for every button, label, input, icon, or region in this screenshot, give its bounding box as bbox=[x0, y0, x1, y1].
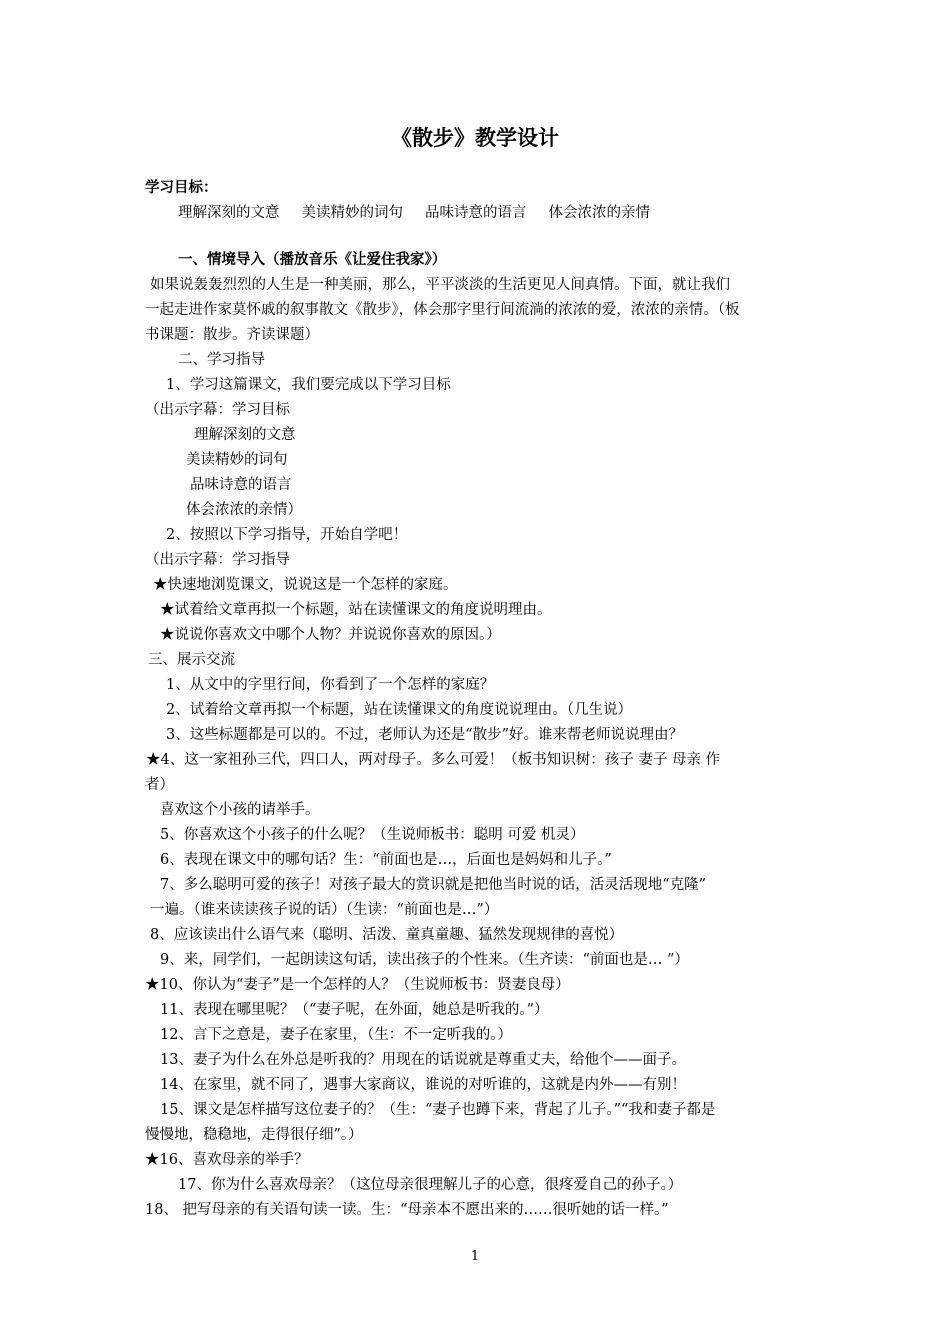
paragraph-line: 1、从文中的字里行间，你看到了一个怎样的家庭？ bbox=[166, 677, 495, 693]
paragraph-line: 如果说轰轰烈烈的人生是一种美丽，那么，平平淡淡的生活更见人间真情。下面，就让我们 bbox=[150, 277, 730, 293]
paragraph-line: 15、课文是怎样描写这位妻子的？（生：“妻子也蹲下来，背起了儿子。”“我和妻子都是 bbox=[160, 1102, 716, 1118]
paragraph-line: 2、按照以下学习指导，开始自学吧！ bbox=[166, 527, 408, 543]
paragraph-line: 8、应该读出什么语气来（聪明、活泼、童真童趣、猛然发现规律的喜悦） bbox=[150, 927, 624, 943]
paragraph-line: ★16、喜欢母亲的举手？ bbox=[145, 1152, 309, 1168]
paragraph-line: 9、来，同学们，一起朗读这句话，读出孩子的个性来。（生齐读：“前面也是… ”） bbox=[160, 952, 689, 968]
section-heading: 一、情境导入（播放音乐《让爱住我家》） bbox=[178, 251, 447, 268]
paragraph-line: 理解深刻的文意 bbox=[194, 427, 296, 443]
page-number: 1 bbox=[470, 1249, 480, 1264]
paragraph-line: ★10、你认为“妻子”是一个怎样的人？（生说师板书：贤妻良母） bbox=[145, 977, 570, 993]
goals-row bbox=[178, 203, 672, 223]
paragraph-line: ★快速地浏览课文，说说这是一个怎样的家庭。 bbox=[153, 577, 458, 593]
paragraph-line: 美读精妙的词句 bbox=[186, 452, 288, 468]
paragraph-line: 11、表现在哪里呢？（“妻子呢，在外面，她总是听我的。”） bbox=[160, 1002, 549, 1018]
paragraph-line: 2、试着给文章再拟一个标题，站在读懂课文的角度说说理由。（几生说） bbox=[166, 702, 632, 718]
paragraph-line: 者） bbox=[145, 777, 174, 793]
section-heading: 二、学习指导 bbox=[178, 352, 265, 368]
goal-item: 美读精妙的词句 bbox=[301, 205, 403, 221]
paragraph-line: ★4、这一家祖孙三代，四口人，两对母子。多么可爱！（板书知识树：孩子 妻子 母亲 作 bbox=[146, 752, 721, 768]
paragraph-line: 3、这些标题都是可以的。不过，老师认为还是“散步”好。谁来帮老师说说理由？ bbox=[166, 727, 684, 743]
paragraph-line: 18、 把写母亲的有关语句读一读。生：“母亲本不愿出来的……很听她的话一样。” bbox=[145, 1202, 669, 1218]
paragraph-line: 17、你为什么喜欢母亲？（这位母亲很理解儿子的心意，很疼爱自己的孙子。） bbox=[178, 1177, 683, 1193]
paragraph-line: 慢慢地，稳稳地，走得很仔细”。） bbox=[145, 1127, 363, 1143]
paragraph-line: ★说说你喜欢文中哪个人物？并说说你喜欢的原因。） bbox=[160, 627, 501, 643]
goal-item: 理解深刻的文意 bbox=[178, 205, 280, 221]
goal-item: 体会浓浓的亲情 bbox=[548, 205, 650, 221]
paragraph-line: ★试着给文章再拟一个标题，站在读懂课文的角度说明理由。 bbox=[160, 602, 552, 618]
page-title: 《散步》教学设计 bbox=[391, 125, 559, 150]
paragraph-line: （出示字幕：学习指导 bbox=[145, 552, 290, 568]
paragraph-line: 12、言下之意是，妻子在家里，（生：不一定听我的。） bbox=[160, 1027, 512, 1043]
paragraph-line: 喜欢这个小孩的请举手。 bbox=[160, 802, 320, 818]
paragraph-line: 一遍。（谁来读读孩子说的话）（生读：“前面也是…”） bbox=[150, 902, 499, 918]
paragraph-line: （出示字幕：学习目标 bbox=[145, 402, 290, 418]
paragraph-line: 7、多么聪明可爱的孩子！对孩子最大的赏识就是把他当时说的话，活灵活现地“克隆” bbox=[160, 877, 707, 893]
paragraph-line: 体会浓浓的亲情） bbox=[186, 502, 302, 518]
goal-item: 品味诗意的语言 bbox=[425, 205, 527, 221]
goals-label: 学习目标： bbox=[145, 179, 218, 196]
paragraph-line: 5、你喜欢这个小孩子的什么呢？（生说师板书：聪明 可爱 机灵） bbox=[160, 827, 585, 843]
paragraph-line: 13、妻子为什么在外总是听我的？用现在的话说就是尊重丈夫，给他个——面子。 bbox=[160, 1052, 686, 1068]
paragraph-line: 品味诗意的语言 bbox=[190, 477, 292, 493]
paragraph-line: 1、学习这篇课文，我们要完成以下学习目标 bbox=[166, 377, 451, 393]
paragraph-line: 一起走进作家莫怀戚的叙事散文《散步》，体会那字里行间流淌的浓浓的爱，浓浓的亲情。（板 bbox=[145, 302, 740, 318]
paragraph-line: 6、表现在课文中的哪句话？生：“前面也是…，后面也是妈妈和儿子。” bbox=[160, 852, 612, 868]
paragraph-line: 14、在家里，就不同了，遇事大家商议，谁说的对听谁的，这就是内外——有别！ bbox=[160, 1077, 686, 1093]
section-heading: 三、展示交流 bbox=[148, 652, 235, 668]
paragraph-line: 书课题：散步。齐读课题） bbox=[145, 327, 319, 343]
